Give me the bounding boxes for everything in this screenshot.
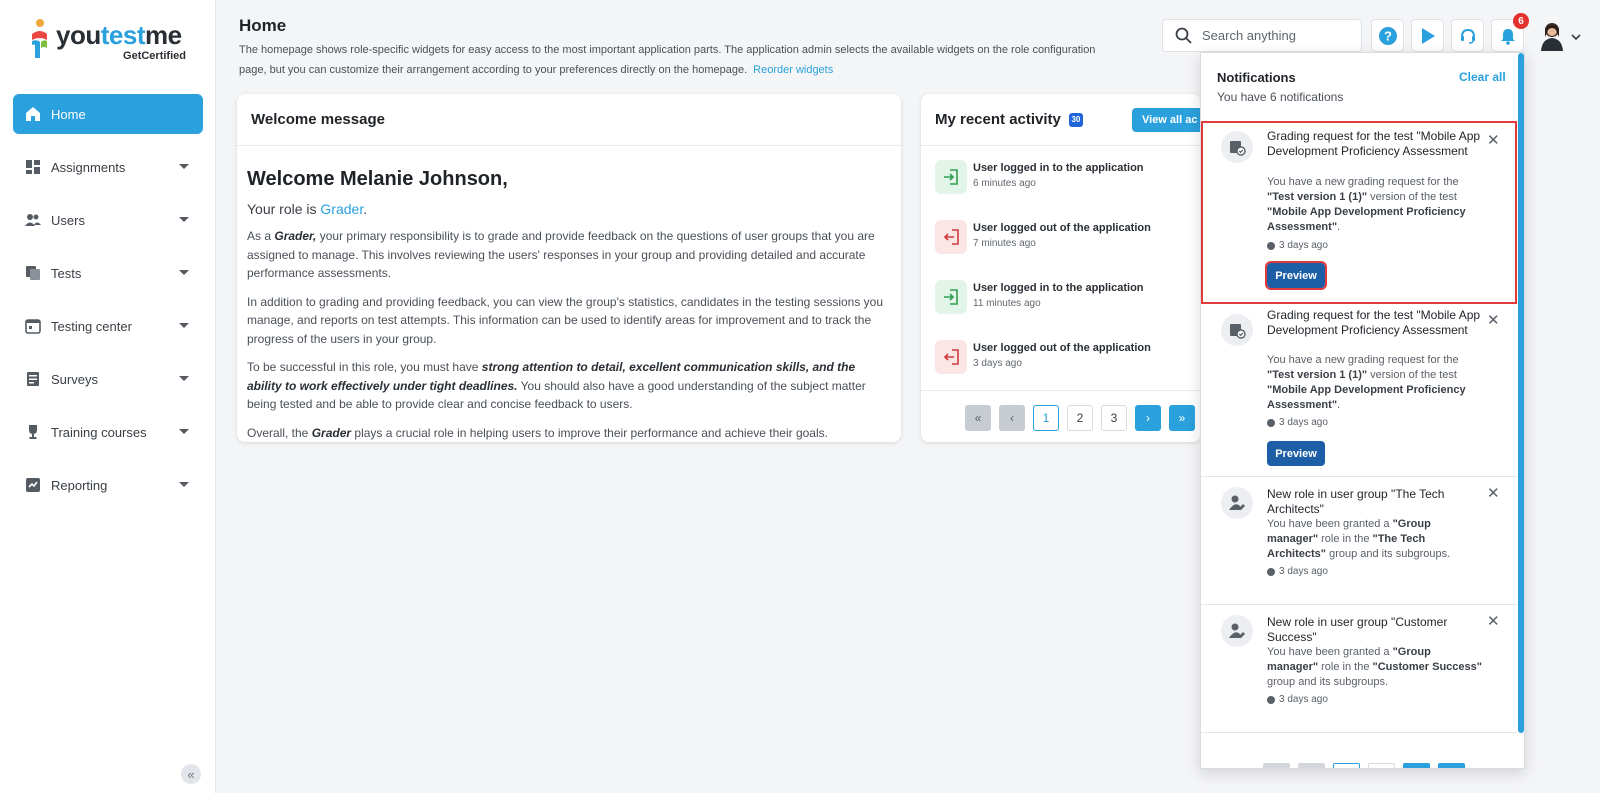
- assignments-icon: [25, 159, 41, 175]
- chevron-down-icon: [179, 323, 189, 328]
- sidebar-item-label: Assignments: [51, 159, 126, 175]
- chevron-down-icon: [179, 482, 189, 487]
- notifications-title: Notifications: [1217, 70, 1296, 85]
- user-avatar[interactable]: [1538, 21, 1566, 51]
- logo-text: youtestme: [56, 20, 182, 50]
- welcome-card: [237, 94, 901, 442]
- role-name-link[interactable]: Grader: [320, 201, 364, 217]
- tests-icon: [25, 265, 41, 281]
- clock-icon: [1267, 419, 1275, 427]
- notification-title: New role in user group "Customer Success": [1267, 615, 1448, 644]
- previous-page-button[interactable]: ‹: [999, 405, 1025, 431]
- sidebar-item-training-courses[interactable]: [13, 412, 203, 452]
- last-page-button[interactable]: »: [1169, 405, 1195, 431]
- activity-item[interactable]: User logged in to the application 6 minutes ago: [935, 160, 1195, 196]
- logo-tagline: GetCertified: [123, 50, 186, 62]
- help-button[interactable]: [1371, 19, 1404, 52]
- chevron-down-icon: [179, 217, 189, 222]
- support-button[interactable]: [1451, 19, 1484, 52]
- sidebar-item-home[interactable]: [13, 94, 203, 134]
- activity-pagination: [965, 405, 1201, 431]
- chevron-down-icon: [179, 429, 189, 434]
- notification-title: Grading request for the test "Mobile App Development Proficiency Assessment: [1267, 129, 1481, 158]
- reporting-icon: [25, 477, 41, 493]
- notifications-subtitle: You have 6 notifications: [1217, 90, 1344, 104]
- activity-item[interactable]: User logged in to the application 11 minutes ago: [935, 280, 1195, 316]
- chevron-down-icon: [179, 376, 189, 381]
- notification-body: You have been granted a "Group manager" role in the "The Tech Architects" group and its subgroups.: [1267, 518, 1451, 560]
- welcome-greeting: Welcome Melanie Johnson,: [247, 168, 508, 190]
- search-icon: [1175, 27, 1192, 44]
- view-all-button[interactable]: View all ac: [1132, 108, 1201, 132]
- notification-body: You have a new grading request for the "Test version 1 (1)" version of the test "Mobile App Development Proficiency Assessment".: [1267, 354, 1466, 411]
- sidebar-item-surveys[interactable]: [13, 359, 203, 399]
- next-page-button[interactable]: ›: [1135, 405, 1161, 431]
- headset-icon: [1459, 27, 1477, 45]
- trophy-icon: [25, 424, 41, 440]
- notification-title: Grading request for the test "Mobile App Development Proficiency Assessment: [1267, 308, 1481, 337]
- preview-button[interactable]: Preview: [1267, 441, 1325, 466]
- logout-icon: [935, 220, 967, 254]
- notification-time: 3 days ago: [1267, 240, 1328, 251]
- divider: [921, 390, 1201, 391]
- notifications-panel: [1200, 52, 1525, 769]
- home-icon: [25, 106, 41, 122]
- logo-mark-icon: [28, 18, 50, 60]
- page-description-text: The homepage shows role-specific widgets for easy access to the most important application parts. The application admin selects the available widgets on the role configuration page, but you can customize their arrangement according to your preferences directly on the homepage.: [239, 44, 1096, 76]
- notifications-pagination: [1263, 763, 1473, 769]
- play-button[interactable]: [1411, 19, 1444, 52]
- users-icon: [25, 212, 41, 228]
- collapse-sidebar-button[interactable]: «: [181, 764, 201, 784]
- preview-button[interactable]: Preview: [1267, 263, 1325, 288]
- notification-count-badge: 6: [1513, 13, 1529, 29]
- page-2-button[interactable]: 2: [1067, 405, 1093, 431]
- chevron-down-icon: [179, 270, 189, 275]
- activity-item[interactable]: User logged out of the application 3 days ago: [935, 340, 1195, 376]
- sidebar-item-label: Tests: [51, 265, 82, 281]
- clock-icon: [1267, 242, 1275, 250]
- login-icon: [935, 160, 967, 194]
- sidebar-item-testing-center[interactable]: [13, 306, 203, 346]
- close-icon[interactable]: ✕: [1487, 485, 1500, 502]
- logout-icon: [935, 340, 967, 374]
- clock-icon: [1267, 568, 1275, 576]
- surveys-icon: [25, 371, 41, 387]
- welcome-paragraph: Overall, the Grader plays a crucial role in helping users to improve their performance and achieve their goals.: [247, 425, 828, 440]
- calendar-icon: [25, 318, 41, 334]
- user-role-icon: [1221, 487, 1253, 519]
- chevron-down-icon: [179, 164, 189, 169]
- login-icon: [935, 280, 967, 314]
- activity-item[interactable]: User logged out of the application 7 minutes ago: [935, 220, 1195, 256]
- reorder-widgets-link[interactable]: Reorder widgets: [753, 64, 834, 76]
- first-page-button[interactable]: «: [965, 405, 991, 431]
- pager-stub[interactable]: [1438, 763, 1465, 769]
- sidebar-item-label: Testing center: [51, 318, 132, 334]
- notification-time: 3 days ago: [1267, 417, 1328, 428]
- sidebar-item-tests[interactable]: [13, 253, 203, 293]
- notification-body: You have been granted a "Group manager" role in the "Customer Success" group and its subgroups.: [1267, 646, 1482, 688]
- notification-item[interactable]: [1201, 477, 1517, 605]
- notification-item[interactable]: [1201, 605, 1517, 733]
- search-input[interactable]: [1162, 19, 1362, 52]
- page-title: Home: [239, 16, 287, 35]
- welcome-paragraph: As a Grader, your primary responsibility is to grade and provide feedback on the questions of user groups that you are assigned to manage. This involves reviewing the users' responses in your group and providing detailed and accurate performance assessments.: [247, 229, 875, 280]
- sidebar-item-label: Training courses: [51, 424, 147, 440]
- sidebar: [0, 0, 216, 793]
- grading-request-icon: [1221, 314, 1253, 346]
- sidebar-item-label: Reporting: [51, 477, 108, 493]
- pager-stub[interactable]: [1403, 763, 1430, 769]
- help-icon: [1378, 26, 1398, 46]
- grading-request-icon: [1221, 131, 1253, 163]
- clock-icon: [1267, 696, 1275, 704]
- notification-time: 3 days ago: [1267, 694, 1328, 705]
- pager-stub[interactable]: [1368, 763, 1395, 769]
- pager-stub[interactable]: [1263, 763, 1290, 769]
- user-role-icon: [1221, 615, 1253, 647]
- recent-activity-title: My recent activity 30: [921, 94, 1201, 146]
- bell-icon: [1499, 27, 1517, 45]
- sidebar-item-label: Home: [51, 106, 86, 122]
- logo[interactable]: [28, 16, 198, 64]
- sidebar-item-users[interactable]: [13, 200, 203, 240]
- welcome-paragraph: To be successful in this role, you must have strong attention to detail, excellent communication skills, and the ability to work effectively under tight deadlines. You should also have a good understanding of the subject matter being tested and be able to provide clear and concise feedback to users.: [247, 360, 866, 411]
- notifications-button[interactable]: [1491, 15, 1524, 52]
- close-icon[interactable]: ✕: [1487, 613, 1500, 630]
- recent-activity-card: [921, 94, 1201, 442]
- notification-item[interactable]: [1201, 304, 1517, 477]
- welcome-paragraph: In addition to grading and providing feedback, you can view the group's statistics, candidates in the testing sessions you manage, and reports on test attempts. This information can be used to identify areas for improvement and to track the progress of the users in your group.: [247, 294, 884, 346]
- pager-stub[interactable]: [1298, 763, 1325, 769]
- welcome-body: [237, 146, 901, 442]
- clear-all-button[interactable]: Clear all: [1459, 70, 1506, 84]
- sidebar-item-label: Users: [51, 212, 85, 228]
- page-1-button[interactable]: 1: [1033, 405, 1059, 431]
- close-icon[interactable]: ✕: [1487, 312, 1500, 329]
- pager-stub[interactable]: [1333, 763, 1360, 769]
- notifications-scrollbar[interactable]: [1518, 53, 1524, 733]
- notification-time: 3 days ago: [1267, 566, 1328, 577]
- sidebar-item-reporting[interactable]: [13, 465, 203, 505]
- notification-title: New role in user group "The Tech Architects": [1267, 487, 1445, 516]
- svg-text:?: ?: [1383, 28, 1392, 43]
- play-icon: [1419, 27, 1437, 45]
- page-3-button[interactable]: 3: [1101, 405, 1127, 431]
- sidebar-nav: [13, 94, 203, 518]
- welcome-card-title: Welcome message: [237, 94, 901, 146]
- close-icon[interactable]: ✕: [1487, 132, 1500, 149]
- notification-body: You have a new grading request for the "Test version 1 (1)" version of the test "Mobile App Development Proficiency Assessment".: [1267, 176, 1466, 233]
- sidebar-item-assignments[interactable]: [13, 147, 203, 187]
- sidebar-item-label: Surveys: [51, 371, 98, 387]
- role-line: Your role is Grader.: [247, 201, 368, 217]
- activity-count-badge: 30: [1069, 113, 1083, 127]
- page-description: [239, 40, 1119, 80]
- search-placeholder: Search anything: [1202, 28, 1296, 43]
- notification-item[interactable]: [1201, 121, 1517, 304]
- chevron-down-icon[interactable]: [1571, 34, 1581, 40]
